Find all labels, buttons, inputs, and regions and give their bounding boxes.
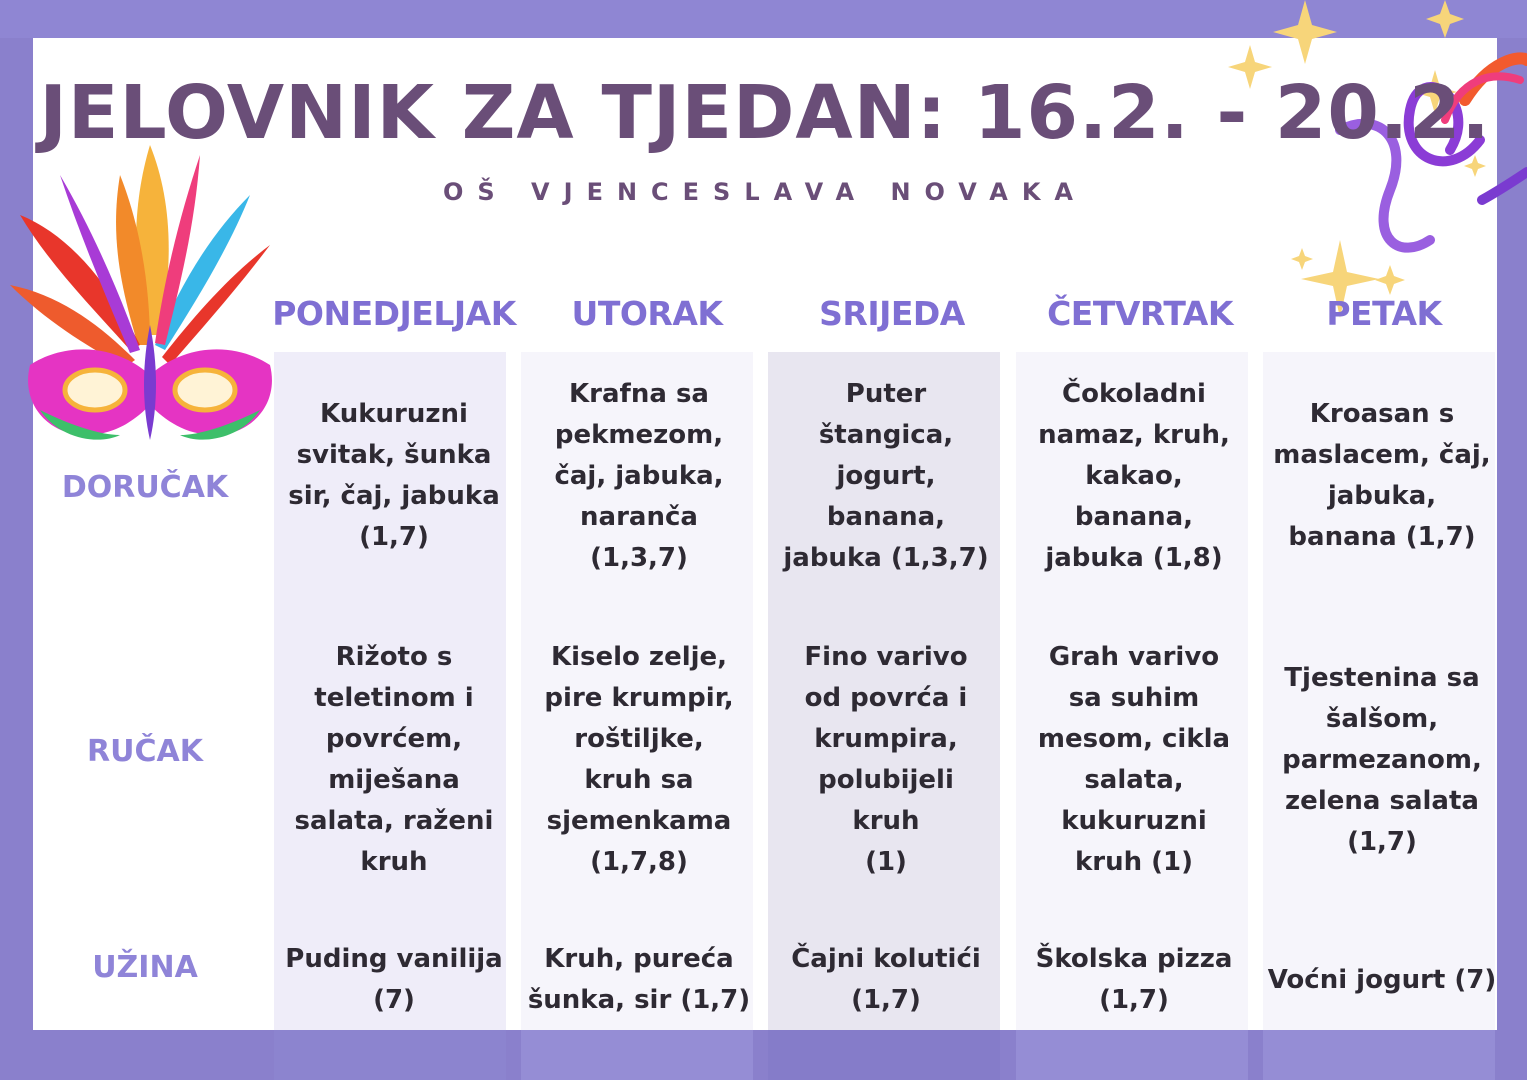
day-header-wednesday: SRIJEDA: [819, 294, 965, 333]
breakfast-thursday: Čokoladni namaz, kruh, kakao, banana, jabuka (1,8): [1038, 378, 1230, 573]
day-header-friday: PETAK: [1326, 294, 1442, 333]
column-shadow-tuesday: [521, 1030, 753, 1080]
day-header-thursday: ČETVRTAK: [1047, 294, 1233, 333]
snack-wednesday: Čajni kolutići (1,7): [791, 944, 981, 1015]
lunch-friday: Tjestenina sa šalšom, parmezanom, zelena salata (1,7): [1282, 662, 1482, 857]
breakfast-tuesday: Krafna sa pekmezom, čaj, jabuka, naranča (1,3,7): [554, 378, 724, 573]
lunch-tuesday: Kiselo zelje, pire krumpir, roštiljke, kruh sa sjemenkama (1,7,8): [544, 642, 734, 877]
snack-tuesday: Kruh, pureća šunka, sir (1,7): [527, 944, 751, 1015]
lunch-wednesday: Fino varivo od povrća i krumpira, polubijeli kruh (1): [804, 642, 968, 877]
snack-friday: Voćni jogurt (7): [1267, 964, 1497, 995]
column-shadow-friday: [1263, 1030, 1495, 1080]
breakfast-monday: Kukuruzni svitak, šunka sir, čaj, jabuka (1,7): [288, 399, 500, 552]
column-shadow-thursday: [1016, 1030, 1248, 1080]
snack-thursday: Školska pizza (1,7): [1035, 944, 1233, 1015]
lunch-monday: Rižoto s teletinom i povrćem, miješana salata, raženi kruh: [294, 642, 494, 877]
breakfast-wednesday: Puter štangica, jogurt, banana, jabuka (1,3,7): [783, 378, 989, 573]
lunch-thursday: Grah varivo sa suhim mesom, cikla salata, kukuruzni kruh (1): [1037, 642, 1231, 877]
column-shadow-wednesday: [768, 1030, 1000, 1080]
meal-label-lunch: RUČAK: [87, 734, 203, 769]
day-header-monday: PONEDJELJAK: [272, 294, 516, 333]
breakfast-friday: Kroasan s maslacem, čaj, jabuka, banana (1,7): [1273, 399, 1491, 552]
page-title: JELOVNIK ZA TJEDAN: 16.2. - 20.2.: [39, 70, 1491, 156]
snack-monday: Puding vanilija (7): [285, 944, 503, 1015]
day-header-tuesday: UTORAK: [571, 294, 723, 333]
school-name: OŠ VJENCESLAVA NOVAKA: [443, 178, 1087, 206]
column-shadow-monday: [274, 1030, 506, 1080]
meal-label-snack: UŽINA: [92, 950, 198, 985]
meal-label-breakfast: DORUČAK: [61, 470, 229, 505]
